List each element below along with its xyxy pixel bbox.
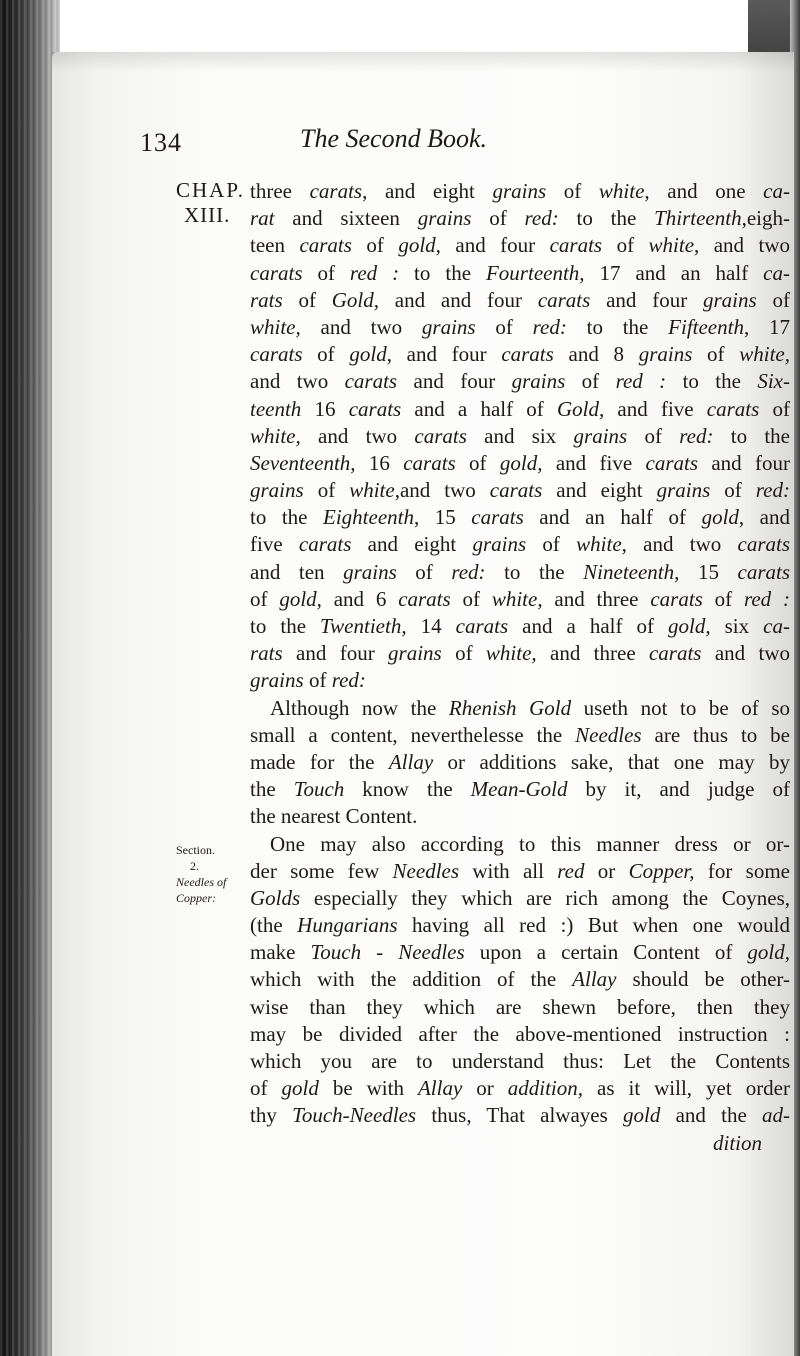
text-run: , 15: [413, 505, 472, 530]
text-run: and 6: [321, 586, 399, 611]
italic-run: white: [648, 233, 695, 258]
text-line: [250, 205, 790, 232]
text-line: [250, 966, 790, 993]
text-run: and two: [300, 423, 415, 448]
italic-run: carats: [348, 396, 402, 421]
italic-run: Gold,: [556, 396, 605, 421]
text-run: thy: [250, 1103, 293, 1128]
text-run: and three: [542, 586, 651, 611]
italic-run: grains: [656, 478, 711, 503]
italic-run: teenth: [250, 396, 302, 421]
italic-run: rat: [250, 206, 275, 231]
text-run: , and two: [694, 233, 790, 258]
text-run: six: [710, 614, 764, 638]
text-line: [250, 749, 790, 776]
text-run: , and one: [644, 179, 764, 203]
italic-run: red :: [743, 586, 790, 611]
text-line: [250, 423, 790, 450]
text-run: to the: [566, 314, 669, 339]
text-run: , and: [738, 505, 790, 530]
italic-run: red:: [524, 206, 559, 231]
italic-run: ca-: [763, 614, 790, 638]
italic-run: red:: [451, 559, 486, 584]
text-run: are thus to be: [641, 722, 790, 747]
italic-run: grains: [638, 342, 693, 367]
text-run: of: [475, 314, 533, 339]
italic-run: Touch - Needles: [310, 940, 465, 965]
text-run: especially they which are rich among the Coynes,: [300, 885, 790, 910]
italic-run: gold: [623, 1103, 661, 1128]
chapter-marginal: [176, 178, 246, 228]
text-run: and a half of: [508, 614, 669, 638]
italic-run: red:: [532, 314, 567, 339]
text-run: know the: [344, 777, 471, 802]
italic-run: dition: [712, 1130, 762, 1155]
text-run: or additions sake, that one may by: [433, 749, 790, 774]
italic-run: Gold,: [331, 287, 380, 312]
italic-run: carats: [706, 396, 760, 421]
text-run: be with: [318, 1076, 418, 1101]
page-number: 134: [140, 128, 182, 157]
italic-run: white,: [739, 342, 790, 367]
italic-run: red: [557, 858, 585, 883]
text-run: should be other-: [616, 967, 790, 992]
italic-run: Thirteenth: [654, 206, 742, 231]
text-run: 16: [301, 396, 349, 421]
italic-run: carats: [737, 532, 790, 557]
text-run: of: [455, 450, 500, 475]
italic-run: red:: [679, 423, 714, 448]
italic-run: carats: [537, 287, 591, 312]
text-run: and six: [466, 423, 574, 448]
section-marginal-note: [176, 842, 238, 906]
italic-run: grains: [343, 559, 397, 584]
text-run: of: [303, 478, 350, 503]
section-title-line-2: Copper:: [176, 891, 216, 905]
text-run: and four: [282, 641, 389, 666]
italic-run: Needles: [392, 858, 460, 883]
italic-run: carats: [344, 369, 398, 394]
text-run: of: [250, 586, 280, 611]
text-run: , and four: [386, 342, 502, 367]
text-line: [250, 368, 790, 395]
italic-run: Hungarians: [297, 913, 398, 938]
text-line: [250, 776, 790, 803]
text-run: of: [546, 179, 599, 203]
text-run: of: [282, 287, 332, 312]
text-line: [250, 260, 790, 287]
text-run: and and four: [379, 287, 538, 312]
text-run: by it, and judge of: [567, 777, 791, 802]
italic-run: carats: [549, 233, 603, 258]
text-line: [250, 803, 790, 830]
binding-folds: [0, 0, 60, 1356]
text-line: [250, 287, 790, 314]
italic-run: Copper,: [628, 858, 695, 883]
section-title-line-1: Needles of: [176, 875, 227, 889]
italic-run: Eighteenth: [323, 505, 414, 530]
italic-run: carats: [250, 342, 303, 367]
text-line: [250, 341, 790, 368]
italic-run: carats: [298, 532, 352, 557]
text-run: and four: [397, 369, 512, 394]
text-run: as it will, yet order: [583, 1076, 790, 1101]
text-line: [250, 994, 790, 1021]
italic-run: rats: [250, 641, 283, 666]
italic-run: red :: [615, 369, 667, 394]
text-line: [250, 695, 790, 722]
text-run: of: [756, 287, 790, 312]
italic-run: Allay: [417, 1076, 463, 1101]
text-line: [250, 939, 790, 966]
text-run: to the: [250, 505, 323, 530]
text-run: small a content, neverthelesse the: [250, 722, 576, 747]
text-line: [250, 504, 790, 531]
italic-run: gold,: [499, 450, 543, 475]
text-run: of: [450, 586, 492, 611]
italic-run: grains: [472, 532, 527, 557]
italic-run: Seventeenth,: [250, 450, 356, 475]
italic-run: Allay: [572, 967, 617, 992]
italic-run: grains: [511, 369, 566, 394]
italic-run: addition,: [507, 1076, 584, 1101]
text-run: of: [351, 233, 399, 258]
text-run: of: [702, 586, 744, 611]
text-run: to the: [485, 559, 584, 584]
body-text: [250, 178, 790, 1157]
italic-run: rats: [250, 287, 283, 312]
italic-run: carats: [455, 614, 509, 638]
text-line: [250, 640, 790, 667]
text-run: of: [565, 369, 616, 394]
italic-run: grains: [388, 641, 442, 666]
text-run: of: [710, 478, 756, 503]
text-run: or: [462, 1076, 508, 1101]
text-run: and five: [542, 450, 646, 475]
section-label: Section.: [176, 843, 215, 857]
text-run: and 8: [553, 342, 639, 367]
text-run: ,eigh-: [741, 206, 790, 231]
text-run: to the: [250, 614, 321, 638]
text-run: One may also according to this manner dress or or-: [270, 831, 790, 856]
text-run: of: [396, 559, 452, 584]
text-run: ,and two: [394, 478, 490, 503]
text-run: and four: [698, 450, 790, 475]
text-run: of: [526, 532, 577, 557]
text-run: the: [250, 777, 294, 802]
text-run: three: [250, 179, 310, 203]
text-line: [250, 1075, 790, 1102]
text-run: of: [602, 233, 649, 258]
text-run: five: [250, 532, 299, 557]
section-number: 2.: [190, 859, 199, 873]
text-run: of: [627, 423, 680, 448]
text-run: thus, That alwayes: [416, 1103, 623, 1128]
text-run: , 17: [743, 314, 790, 339]
text-line: [250, 450, 790, 477]
running-head: The Second Book.: [300, 124, 488, 153]
text-line: [250, 858, 790, 885]
italic-run: Needles: [575, 722, 642, 747]
text-run: and eight: [351, 532, 473, 557]
text-line: [250, 178, 790, 205]
text-line: [250, 722, 790, 749]
text-run: der some few: [250, 858, 393, 883]
italic-run: white: [349, 478, 395, 503]
italic-run: gold,: [279, 586, 322, 611]
italic-run: white,: [491, 586, 543, 611]
text-run: and a half of: [401, 396, 557, 421]
text-run: and sixteen: [274, 206, 418, 231]
italic-run: Allay: [388, 749, 434, 774]
italic-run: carats: [648, 641, 702, 666]
text-run: and two: [626, 532, 738, 557]
text-run: make: [250, 940, 311, 965]
text-run: or: [584, 858, 629, 883]
italic-run: Mean-Gold: [470, 777, 568, 802]
text-line: [250, 831, 790, 858]
italic-run: carats: [414, 423, 467, 448]
text-run: made for the: [250, 749, 389, 774]
text-line: [250, 1021, 790, 1048]
italic-run: Touch: [293, 777, 345, 802]
italic-run: Fifteenth: [668, 314, 744, 339]
text-run: Although now the: [270, 695, 449, 720]
italic-run: Rhenish Gold: [448, 695, 572, 720]
text-run: which with the addition of the: [250, 967, 573, 992]
italic-run: white,: [485, 641, 537, 666]
text-line: [250, 531, 790, 558]
italic-run: carats: [299, 233, 352, 258]
italic-run: gold,: [398, 233, 441, 258]
text-run: and eight: [542, 478, 657, 503]
text-line: [250, 912, 790, 939]
text-run: and four: [590, 287, 703, 312]
italic-run: carats: [501, 342, 554, 367]
italic-run: gold,: [668, 614, 711, 638]
text-run: (the: [250, 913, 298, 938]
text-run: which you are to understand thus: Let the Contents: [250, 1049, 790, 1073]
italic-run: carats: [398, 586, 451, 611]
text-run: of: [692, 342, 740, 367]
text-run: teen: [250, 233, 300, 258]
text-line: [250, 314, 790, 341]
text-run: of: [303, 668, 332, 693]
chapter-number: XIII.: [184, 203, 231, 227]
text-line: [250, 613, 790, 640]
italic-run: Fourteenth,: [485, 260, 585, 285]
text-run: and the: [660, 1103, 762, 1128]
italic-run: grains: [492, 179, 547, 203]
italic-run: gold: [281, 1076, 319, 1101]
italic-run: ca-: [763, 260, 790, 285]
italic-run: red :: [349, 260, 400, 285]
text-run: 17 and an half: [584, 260, 764, 285]
italic-run: carats: [309, 179, 363, 203]
italic-run: carats: [471, 505, 524, 530]
text-run: to the: [666, 369, 758, 394]
text-line: [250, 396, 790, 423]
text-line: [250, 232, 790, 259]
text-line: [250, 586, 790, 613]
text-run: of: [471, 206, 525, 231]
text-run: the nearest Content.: [250, 804, 418, 829]
text-run: of: [250, 1076, 282, 1101]
text-run: for some: [694, 858, 790, 883]
text-run: of: [441, 641, 486, 666]
chapter-label: CHAP.: [176, 178, 245, 202]
italic-run: grains: [421, 314, 476, 339]
text-run: , and eight: [362, 179, 493, 203]
text-run: and an half of: [523, 505, 702, 530]
text-run: to the: [399, 260, 486, 285]
text-run: to the: [558, 206, 655, 231]
text-line: [250, 477, 790, 504]
italic-run: red:: [331, 668, 366, 693]
text-run: useth not to be of so: [571, 695, 791, 720]
italic-run: grains: [417, 206, 472, 231]
text-run: wise than they which are shewn before, then they: [250, 994, 790, 1019]
italic-run: carats: [645, 450, 698, 475]
text-run: and three: [536, 641, 649, 666]
text-run: and two: [250, 369, 345, 394]
italic-run: carats: [403, 450, 456, 475]
text-line: [250, 667, 790, 694]
italic-run: white,: [576, 532, 627, 557]
italic-run: white,: [250, 314, 301, 339]
text-line: [250, 1102, 790, 1129]
text-run: and two: [701, 641, 790, 666]
text-run: to the: [713, 423, 790, 448]
text-line: [250, 1048, 790, 1075]
italic-run: Six-: [757, 369, 790, 394]
text-run: 14: [406, 614, 456, 638]
italic-run: grains: [250, 478, 304, 503]
italic-run: white,: [250, 423, 301, 448]
italic-run: carats: [489, 478, 543, 503]
italic-run: Touch-Needles: [292, 1103, 417, 1128]
text-run: 16: [355, 450, 404, 475]
italic-run: gold: [701, 505, 739, 530]
italic-run: grains: [703, 287, 757, 312]
italic-run: carats: [650, 586, 703, 611]
text-line: [250, 559, 790, 586]
italic-run: white: [598, 179, 645, 203]
text-run: may be divided after the above-mentioned instruction :: [250, 1021, 790, 1046]
italic-run: carats: [737, 559, 790, 584]
text-run: and ten: [250, 559, 344, 584]
text-run: 15: [679, 559, 738, 584]
text-run: and four: [440, 233, 550, 258]
text-run: upon a certain Content of: [464, 940, 748, 965]
italic-run: carats: [250, 260, 303, 285]
italic-run: Golds: [250, 885, 301, 910]
italic-run: red:: [755, 478, 790, 503]
text-run: and five: [604, 396, 707, 421]
text-run: of: [302, 260, 350, 285]
italic-run: grains: [573, 423, 628, 448]
italic-run: grains: [250, 668, 304, 693]
text-line: [250, 1130, 790, 1157]
page-top-shadow: [52, 52, 794, 72]
text-line: [250, 885, 790, 912]
text-run: and two: [300, 314, 422, 339]
italic-run: Nineteenth,: [583, 559, 680, 584]
text-run: of: [302, 342, 350, 367]
text-run: with all: [459, 858, 558, 883]
italic-run: Twentieth,: [320, 614, 407, 638]
text-run: of: [759, 396, 790, 421]
italic-run: gold: [349, 342, 387, 367]
italic-run: ad-: [762, 1103, 790, 1128]
italic-run: ca-: [763, 179, 790, 203]
italic-run: gold,: [747, 940, 790, 965]
text-run: having all red :) But when one would: [397, 913, 790, 938]
